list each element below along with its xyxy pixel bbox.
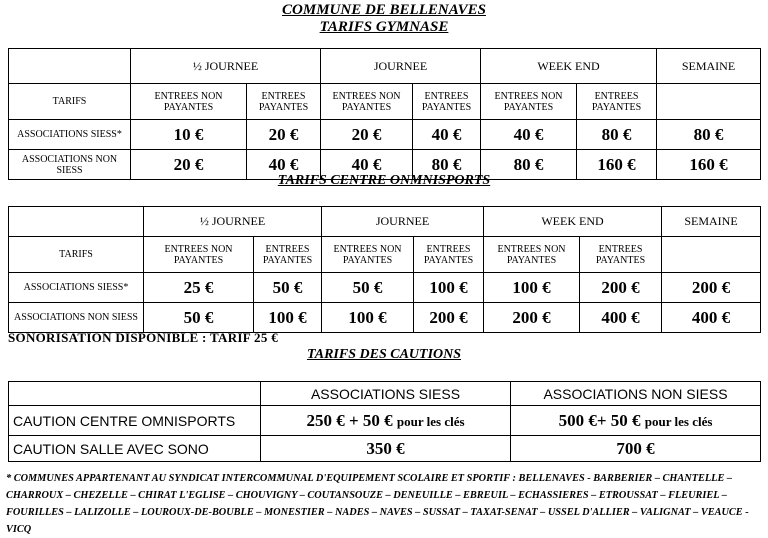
price-cell: 200 € (414, 303, 484, 333)
price-cell: 25 € (144, 273, 254, 303)
price-cell: 40 € (481, 120, 577, 150)
caution-centre-label: CAUTION CENTRE OMNISPORTS (9, 406, 261, 436)
period-day: JOURNEE (321, 49, 481, 84)
centre-siess-label: ASSOCIATIONS SIESS* (9, 273, 144, 303)
cautions-table (8, 381, 761, 462)
price-cell: 100 € (254, 303, 322, 333)
sub-paying: ENTREES PAYANTES (414, 237, 484, 273)
commune-title: COMMUNE DE BELLENAVES (282, 2, 486, 18)
period-half-day: ½ JOURNEE (144, 207, 322, 237)
price-cell: 80 € (657, 120, 761, 150)
period-week: SEMAINE (657, 49, 761, 84)
sub-paying: ENTREES PAYANTES (247, 84, 321, 120)
sub-paying: ENTREES PAYANTES (254, 237, 322, 273)
period-weekend: WEEK END (484, 207, 662, 237)
period-weekend: WEEK END (481, 49, 657, 84)
price-cell: 80 € (577, 120, 657, 150)
sub-non-paying: ENTREES NON PAYANTES (321, 84, 413, 120)
row-header: TARIFS (9, 237, 144, 273)
price-cell: 80 € (481, 150, 577, 180)
caution-centre-siess: 250 € + 50 € pour les clés (261, 406, 511, 436)
price-cell: 400 € (662, 303, 761, 333)
centre-title: TARIFS CENTRE ONMNISPORTS (277, 173, 491, 188)
sub-non-paying: ENTREES NON PAYANTES (131, 84, 247, 120)
cautions-title: TARIFS DES CAUTIONS (306, 347, 462, 362)
price-cell: 100 € (414, 273, 484, 303)
gym-siess-label: ASSOCIATIONS SIESS* (9, 120, 131, 150)
gym-nonsiess-label: ASSOCIATIONS NON SIESS (9, 150, 131, 180)
period-day: JOURNEE (322, 207, 484, 237)
caution-sono-siess: 350 € (261, 436, 511, 462)
caution-sono-nonsiess: 700 € (511, 436, 761, 462)
price-cell: 20 € (131, 150, 247, 180)
centre-table (8, 206, 761, 333)
empty-cell (662, 237, 761, 273)
price-cell: 50 € (144, 303, 254, 333)
price-cell: 50 € (322, 273, 414, 303)
price-cell: 200 € (662, 273, 761, 303)
price-cell: 100 € (322, 303, 414, 333)
price-cell: 40 € (321, 150, 413, 180)
caution-centre-nonsiess: 500 €+ 50 € pour les clés (511, 406, 761, 436)
corner-cell (9, 49, 131, 84)
sub-paying: ENTREES PAYANTES (413, 84, 481, 120)
price-cell: 40 € (247, 150, 321, 180)
sub-non-paying: ENTREES NON PAYANTES (481, 84, 577, 120)
price-cell: 50 € (254, 273, 322, 303)
price-cell: 200 € (580, 273, 662, 303)
gym-title: TARIFS GYMNASE (319, 19, 449, 35)
price-cell: 200 € (484, 303, 580, 333)
caution-sono-label: CAUTION SALLE AVEC SONO (9, 436, 261, 462)
cautions-col-nonsiess: ASSOCIATIONS NON SIESS (511, 382, 761, 406)
sub-paying: ENTREES PAYANTES (580, 237, 662, 273)
empty-cell (657, 84, 761, 120)
price-cell: 10 € (131, 120, 247, 150)
price-cell: 100 € (484, 273, 580, 303)
gym-table (8, 48, 761, 180)
corner-cell (9, 207, 144, 237)
price-cell: 400 € (580, 303, 662, 333)
row-header: TARIFS (9, 84, 131, 120)
sub-non-paying: ENTREES NON PAYANTES (144, 237, 254, 273)
price-cell: 160 € (657, 150, 761, 180)
centre-nonsiess-label: ASSOCIATIONS NON SIESS (9, 303, 144, 333)
cautions-col-siess: ASSOCIATIONS SIESS (261, 382, 511, 406)
price-cell: 20 € (247, 120, 321, 150)
price-cell: 40 € (413, 120, 481, 150)
price-cell: 160 € (577, 150, 657, 180)
price-cell: 80 € (413, 150, 481, 180)
sub-non-paying: ENTREES NON PAYANTES (484, 237, 580, 273)
period-week: SEMAINE (662, 207, 761, 237)
communes-note: * COMMUNES APPARTENANT AU SYNDICAT INTERCOMMUNAL D'EQUIPEMENT SCOLAIRE ET SPORTIF : BELLENAVES - BARBERIER – CHANTELLE – CHARROUX – CHEZELLE – CHIRAT L'EGLISE – CHOUVIGNY – COUTANSOUZE – DENEUILLE – EBREUIL – ECHASSIERES – ETROUSSAT – FLEURIEL – FOURILLES – LALIZOLLE – LOUROUX-DE-BOUBLE – MONESTIER – NADES – NAVES – SUSSAT – TAXAT-SENAT – USSEL D'ALLIER – VALIGNAT – VEAUCE - VICQ (6, 473, 749, 535)
sono-note: SONORISATION DISPONIBLE : TARIF 25 € (8, 330, 279, 345)
period-half-day: ½ JOURNEE (131, 49, 321, 84)
sub-non-paying: ENTREES NON PAYANTES (322, 237, 414, 273)
price-cell: 20 € (321, 120, 413, 150)
sub-paying: ENTREES PAYANTES (577, 84, 657, 120)
corner-cell (9, 382, 261, 406)
